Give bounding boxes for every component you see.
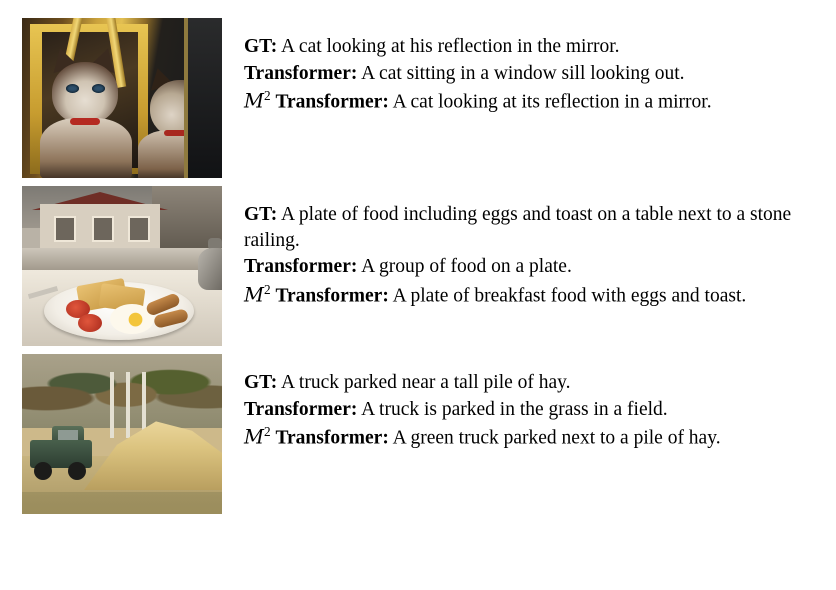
caption-transformer [244, 397, 814, 423]
m2-symbol: M [244, 89, 264, 113]
cat-mirror-photo [22, 18, 222, 178]
tree-line [22, 354, 222, 428]
caption-gt [244, 370, 814, 396]
grass-foreground [22, 492, 222, 514]
caption-label-m2: Transformer: [275, 91, 389, 113]
birch-trunk [110, 372, 114, 438]
m2-symbol: M [244, 283, 264, 307]
caption-text-transformer: A group of food on a plate. [361, 256, 572, 278]
reflected-cat-eye-right [92, 84, 105, 93]
caption-text-m2: A plate of breakfast food with eggs and toast. [392, 285, 747, 307]
truck-window [58, 430, 78, 440]
caption-m2-transformer [244, 281, 814, 309]
tomato [78, 314, 102, 332]
m2-superscript: 2 [263, 424, 271, 440]
house-window [128, 216, 150, 242]
truck-hay-photo [22, 354, 222, 514]
caption-block [244, 354, 814, 453]
caption-label-transformer: Transformer: [244, 398, 358, 420]
caption-label-m2: Transformer: [275, 285, 389, 307]
caption-label-transformer: Transformer: [244, 256, 358, 278]
caption-m2-transformer [244, 423, 814, 451]
m2-symbol: M [244, 425, 264, 449]
birch-trunk [126, 372, 130, 438]
caption-label-m2: Transformer: [275, 427, 389, 449]
example-row [22, 18, 814, 178]
caption-text-gt: A plate of food including eggs and toast on a table next to a stone railing. [244, 204, 792, 251]
truck-wheel [68, 462, 86, 480]
caption-text-m2: A green truck parked next to a pile of hay. [392, 427, 721, 449]
house-window [92, 216, 114, 242]
m2-superscript: 2 [263, 282, 271, 298]
window-edge [184, 18, 222, 178]
truck-wheel [34, 462, 52, 480]
reflected-cat-head [52, 62, 118, 124]
caption-transformer [244, 254, 814, 280]
house-window [54, 216, 76, 242]
caption-text-transformer: A cat sitting in a window sill looking out. [361, 62, 685, 84]
caption-label-gt: GT: [244, 204, 278, 225]
caption-gt [244, 202, 814, 253]
caption-block [244, 186, 814, 310]
caption-block [244, 18, 814, 117]
example-row [22, 186, 814, 346]
caption-transformer [244, 61, 814, 87]
reflected-cat-body [40, 118, 132, 178]
caption-m2-transformer [244, 87, 814, 115]
stone-railing [22, 248, 222, 270]
reflected-cat-collar [70, 118, 100, 125]
caption-text-gt: A cat looking at his reflection in the mirror. [281, 36, 620, 57]
caption-text-m2: A cat looking at its reflection in a mirror. [392, 91, 712, 113]
kettle [198, 248, 222, 290]
caption-gt [244, 34, 814, 60]
breakfast-plate-photo [22, 186, 222, 346]
reflected-cat-eye-left [66, 84, 79, 93]
caption-label-transformer: Transformer: [244, 62, 358, 84]
caption-text-transformer: A truck is parked in the grass in a field. [361, 398, 668, 420]
caption-label-gt: GT: [244, 372, 278, 393]
caption-label-gt: GT: [244, 36, 278, 57]
caption-text-gt: A truck parked near a tall pile of hay. [281, 372, 571, 393]
example-row [22, 354, 814, 514]
m2-superscript: 2 [263, 88, 271, 104]
